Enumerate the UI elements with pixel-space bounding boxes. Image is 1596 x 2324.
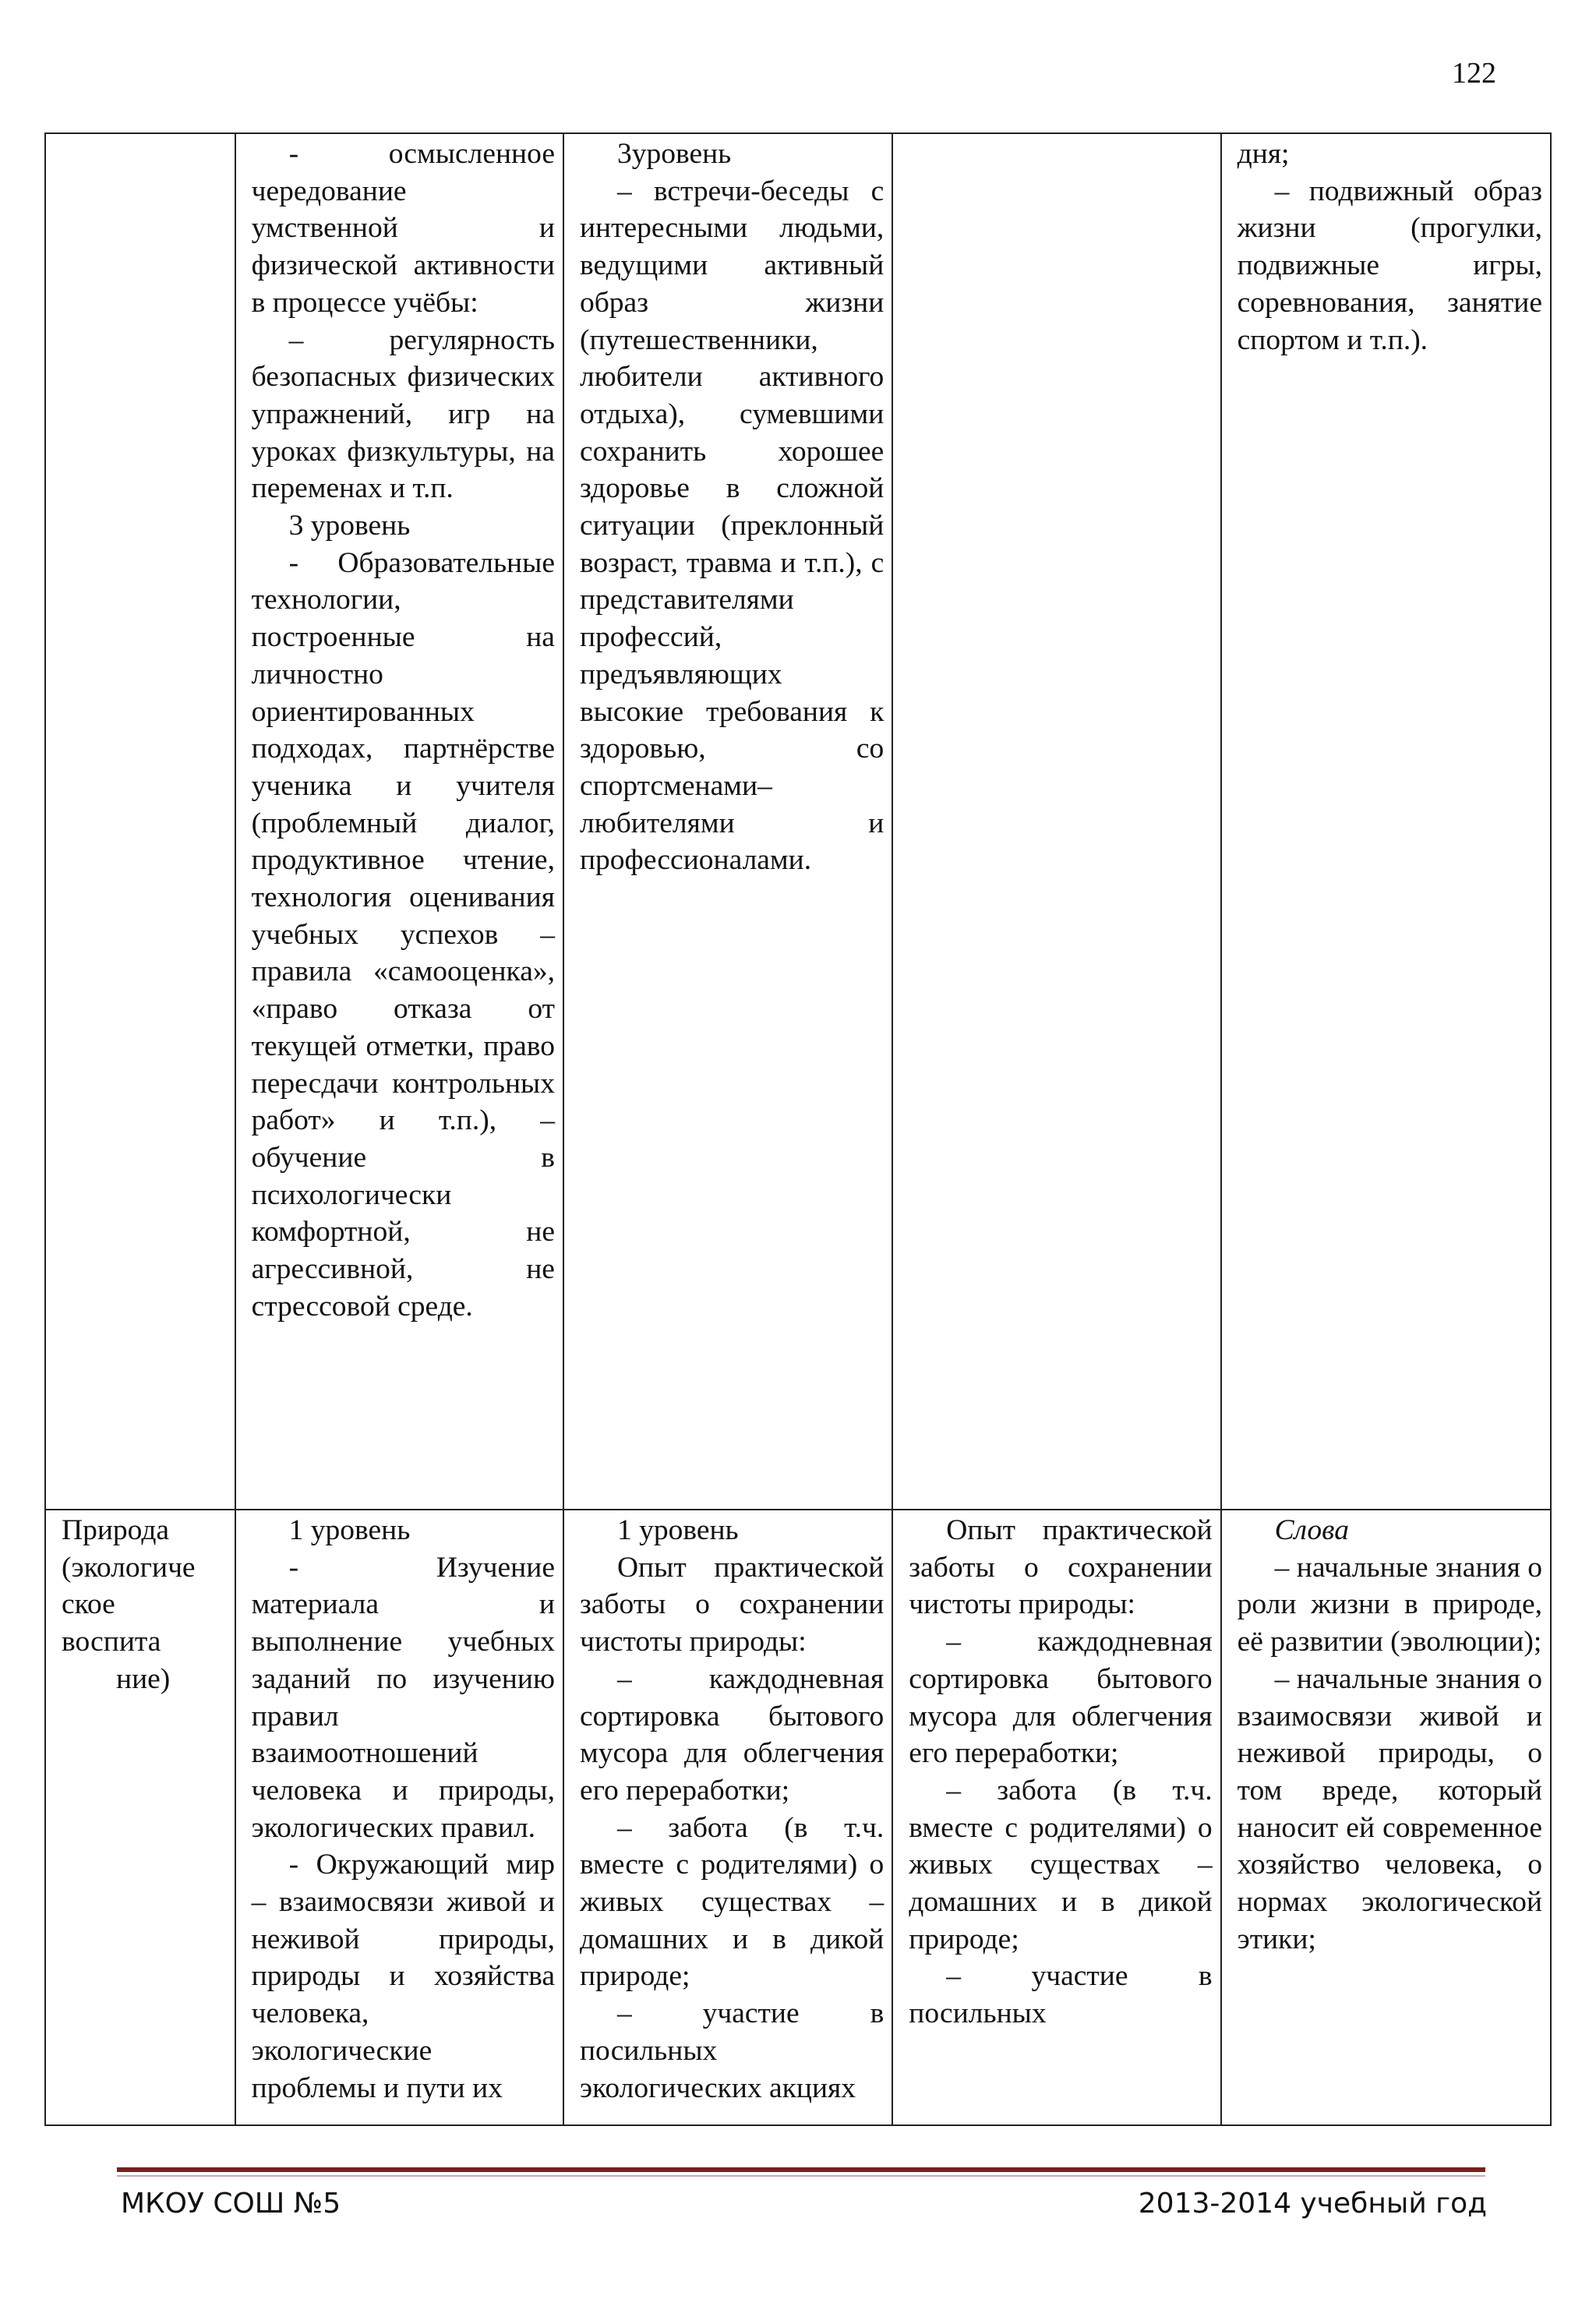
footer-year: 2013-2014 учебный год <box>1138 2188 1487 2220</box>
paragraph: 1 уровень <box>616 1514 739 1546</box>
paragraph: – участие в посильных <box>909 1960 1213 2030</box>
topic-line: Природа <box>62 1514 170 1546</box>
footer-divider-thin <box>117 2175 1485 2177</box>
row1-topic-cell <box>45 133 235 1510</box>
footer-school: МКОУ СОШ №5 <box>121 2188 341 2220</box>
paragraph: – встречи-беседы с интересными людьми, ведущими активный образ жизни (путешественники, любители активного отдыха), сумевшими сохранить хорошее здоровье в сложной ситуации (преклонный возраст, травма и т.п.), с представителями профессий, предъявляющих высокие требования к здоровью, со спортсменами– любителями и профессионалами. <box>579 175 885 877</box>
row2-col2-cell <box>235 1510 563 2125</box>
topic-line: (экологиче <box>62 1551 196 1584</box>
paragraph: – начальные знания о взаимосвязи живой и неживой природы, о том вреде, который наносит ей современное хозяйство человека, о нормах экологической этики; <box>1237 1662 1542 1955</box>
row1-col2-cell <box>235 133 563 1510</box>
paragraph: Опыт практической заботы о сохранении чистоты природы: <box>579 1551 885 1658</box>
row1-col4-cell <box>892 133 1220 1510</box>
page-number: 122 <box>1452 57 1496 90</box>
topic-line: воспита <box>62 1626 161 1658</box>
row1-col5-cell <box>1221 133 1551 1510</box>
content-table <box>44 132 1552 2126</box>
paragraph: 3уровень <box>616 138 732 170</box>
paragraph: - Изучение материала и выполнение учебных заданий по изучению правил взаимоотношений человека и природы, экологических правил. <box>251 1551 555 1844</box>
table-row <box>45 133 1551 1510</box>
paragraph: – забота (в т.ч. вместе с родителями) о живых существах – домашних и в дикой природе; <box>579 1811 885 1993</box>
paragraph: – подвижный образ жизни (прогулки, подвижные игры, соревнования, занятие спортом и т.п.). <box>1237 175 1542 356</box>
paragraph: – начальные знания о роли жизни в природе, её развитии (эволюции); <box>1237 1551 1542 1658</box>
paragraph: – участие в посильных экологических акциях <box>579 1997 885 2104</box>
paragraph: Опыт практической заботы о сохранении чистоты природы: <box>909 1514 1213 1621</box>
paragraph: - осмысленное чередование умственной и физической активности в процессе учёбы: <box>251 138 555 319</box>
topic-line: ние) <box>116 1662 171 1695</box>
section-heading: Слова <box>1274 1514 1349 1546</box>
paragraph: дня; <box>1237 138 1290 170</box>
topic-line: ское <box>62 1588 115 1621</box>
row1-col3-cell <box>563 133 892 1510</box>
paragraph: – каждодневная сортировка бытового мусора для облегчения его переработки; <box>909 1626 1213 1770</box>
paragraph: - Образовательные технологии, построенные на личностно ориентированных подходах, партнёрстве ученика и учителя (проблемный диалог, продуктивное чтение, технология оценивания учебных успехов – правила «самооценка», «право отказа от текущей отметки, право пересдачи контрольных работ» и т.п.), – обучение в психологически комфортной, не агрессивной, не стрессовой среде. <box>251 546 555 1323</box>
paragraph: 1 уровень <box>288 1514 411 1546</box>
paragraph: – регулярность безопасных физических упражнений, игр на уроках физкультуры, на переменах и т.п. <box>251 323 555 505</box>
table-row <box>45 1510 1551 2125</box>
row2-col5-cell <box>1221 1510 1551 2125</box>
row2-col3-cell <box>563 1510 892 2125</box>
row2-col4-cell <box>892 1510 1220 2125</box>
paragraph: - Окружающий мир – взаимосвязи живой и неживой природы, природы и хозяйства человека, экологические проблемы и пути их <box>251 1849 555 2104</box>
paragraph: 3 уровень <box>288 510 411 542</box>
row2-topic-cell <box>45 1510 235 2125</box>
paragraph: – забота (в т.ч. вместе с родителями) о живых существах – домашних и в дикой природе; <box>909 1774 1213 1955</box>
paragraph: – каждодневная сортировка бытового мусора для облегчения его переработки; <box>579 1662 885 1807</box>
footer-divider <box>117 2167 1485 2172</box>
